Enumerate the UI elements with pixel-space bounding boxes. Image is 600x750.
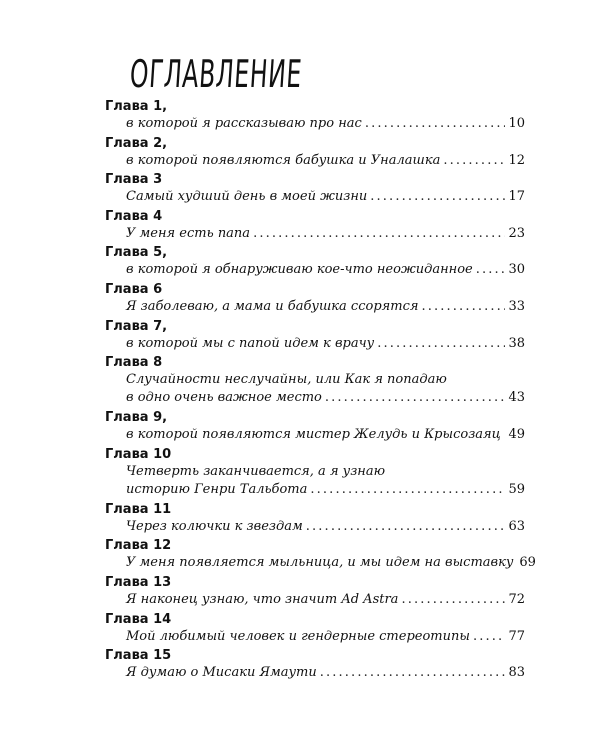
- chapter-title-row: [126, 188, 525, 206]
- chapter-title-row: [126, 518, 525, 536]
- chapter-heading: Глава 7,: [105, 318, 168, 334]
- toc-entry: [105, 98, 525, 135]
- chapter-heading: Глава 14: [105, 611, 172, 627]
- chapter-title-line: в которой я обнаруживаю кое-что неожиданное: [126, 262, 473, 278]
- page-number: 43: [508, 390, 525, 406]
- chapter-heading: Глава 11: [105, 501, 172, 517]
- chapter-title-row: [126, 554, 536, 572]
- chapter-heading: Глава 10: [105, 446, 172, 462]
- page-number: 38: [508, 335, 525, 351]
- toc-entry: [105, 171, 525, 208]
- dot-leader: [443, 152, 505, 170]
- chapter-title-line: Четверть заканчивается, а я узнаю: [126, 463, 386, 479]
- toc-entry: [105, 537, 536, 574]
- chapter-title-row: [126, 335, 525, 353]
- dot-leader: [365, 115, 506, 133]
- chapter-heading: Глава 6: [105, 281, 163, 297]
- chapter-title-row: [126, 426, 525, 444]
- chapter-heading: Глава 12: [105, 538, 172, 554]
- chapter-title: [126, 225, 525, 243]
- chapter-title: [126, 426, 525, 444]
- page-number: 12: [508, 152, 525, 168]
- chapter-title-line: историю Генри Тальбота: [126, 481, 308, 497]
- page-number: 49: [508, 427, 525, 443]
- dot-leader: [377, 335, 505, 353]
- toc-entry: [105, 647, 525, 684]
- toc-entry: [105, 611, 525, 648]
- dot-leader: [253, 225, 505, 243]
- page-number: 72: [508, 591, 525, 607]
- chapter-title: [126, 335, 525, 353]
- page-number: 23: [508, 225, 525, 241]
- toc-entry: [105, 446, 525, 501]
- page-number: 17: [508, 189, 525, 205]
- page-number: 10: [508, 116, 525, 131]
- chapter-title-line: Случайности неслучайны, или Как я попадаю: [126, 372, 447, 388]
- chapter-title-line: У меня есть папа: [126, 225, 251, 241]
- chapter-heading: Глава 13: [105, 574, 172, 590]
- chapter-title-line: Мой любимый человек и гендерные стереотипы: [126, 628, 470, 644]
- chapter-heading: Глава 8: [105, 355, 163, 371]
- chapter-title-line: Я заболеваю, а мама и бабушка ссорятся: [126, 298, 419, 314]
- chapter-heading: Глава 2,: [105, 135, 168, 151]
- dot-leader: [401, 591, 505, 609]
- page-number: 77: [508, 628, 525, 644]
- page-number: 69: [519, 555, 536, 571]
- chapter-title-line: Я наконец узнаю, что значит Ad Astra: [126, 591, 399, 607]
- chapter-title: [126, 628, 525, 646]
- chapter-title-row: [126, 261, 525, 279]
- toc-entry: [105, 409, 525, 446]
- chapter-title: [126, 371, 525, 407]
- toc-entry: [105, 318, 525, 355]
- dot-leader: [310, 481, 505, 499]
- chapter-title: [126, 664, 525, 682]
- page-number: 59: [508, 481, 525, 497]
- toc-entry: [105, 354, 525, 409]
- chapter-heading: Глава 5,: [105, 245, 168, 261]
- toc-entry: [105, 135, 525, 172]
- dot-leader: [473, 628, 506, 646]
- chapter-title: [126, 518, 525, 536]
- toc-entry: [105, 244, 525, 281]
- chapter-title-line: Через колючки к звездам: [126, 518, 303, 534]
- chapter-heading: Глава 3: [105, 172, 163, 188]
- chapter-heading: Глава 9,: [105, 410, 168, 426]
- chapter-title-line: в которой я рассказываю про нас: [126, 116, 362, 131]
- chapter-heading: Глава 15: [105, 648, 172, 664]
- chapter-title-line: в которой мы с папой идем к врачу: [126, 335, 375, 351]
- chapter-title: [126, 463, 525, 499]
- chapter-title: [126, 261, 525, 279]
- chapter-heading: Глава 4: [105, 208, 163, 224]
- dot-leader: [320, 664, 506, 682]
- page-number: 63: [508, 518, 525, 534]
- page-number: 33: [508, 298, 525, 314]
- chapter-title-line: в одно очень важное место: [126, 390, 322, 406]
- dot-leader: [421, 298, 505, 316]
- chapter-title: [126, 152, 525, 170]
- chapter-title-row: [126, 628, 525, 646]
- toc-entry: [105, 574, 525, 611]
- toc-entry: [105, 501, 525, 538]
- chapter-title: [126, 298, 525, 316]
- chapter-title-row: [126, 115, 525, 133]
- chapter-title-line: Я думаю о Мисаки Ямаути: [126, 665, 317, 681]
- chapter-title-line: Самый худший день в моей жизни: [126, 189, 368, 205]
- chapter-title-row: [126, 481, 525, 499]
- chapter-title-row: [126, 389, 525, 407]
- chapter-title: [126, 188, 525, 206]
- dot-leader: [325, 389, 506, 407]
- page-number: 83: [508, 665, 525, 681]
- dot-leader: [306, 518, 506, 536]
- chapter-title-line: в которой появляются бабушка и Уналашка: [126, 152, 441, 168]
- chapter-title-line: У меня появляется мыльница, и мы идем на выставку: [126, 555, 514, 571]
- dot-leader: [370, 188, 505, 206]
- table-of-contents: [105, 98, 536, 684]
- chapter-heading: Глава 1,: [105, 99, 168, 114]
- toc-entry: [105, 208, 525, 245]
- chapter-title-line: в которой появляются мистер Желудь и Крысозаяц: [126, 427, 501, 443]
- chapter-title-row: [126, 298, 525, 316]
- chapter-title-row: [126, 591, 525, 609]
- chapter-title: [126, 554, 536, 572]
- page-title: ОГЛАВЛЕНИЕ: [128, 52, 304, 96]
- dot-leader: [504, 426, 506, 444]
- chapter-title-row: [126, 225, 525, 243]
- chapter-title: [126, 591, 525, 609]
- chapter-title-row: [126, 664, 525, 682]
- chapter-title-row: [126, 152, 525, 170]
- chapter-title: [126, 115, 525, 133]
- page-number: 30: [508, 262, 525, 278]
- toc-entry: [105, 281, 525, 318]
- dot-leader: [476, 261, 506, 279]
